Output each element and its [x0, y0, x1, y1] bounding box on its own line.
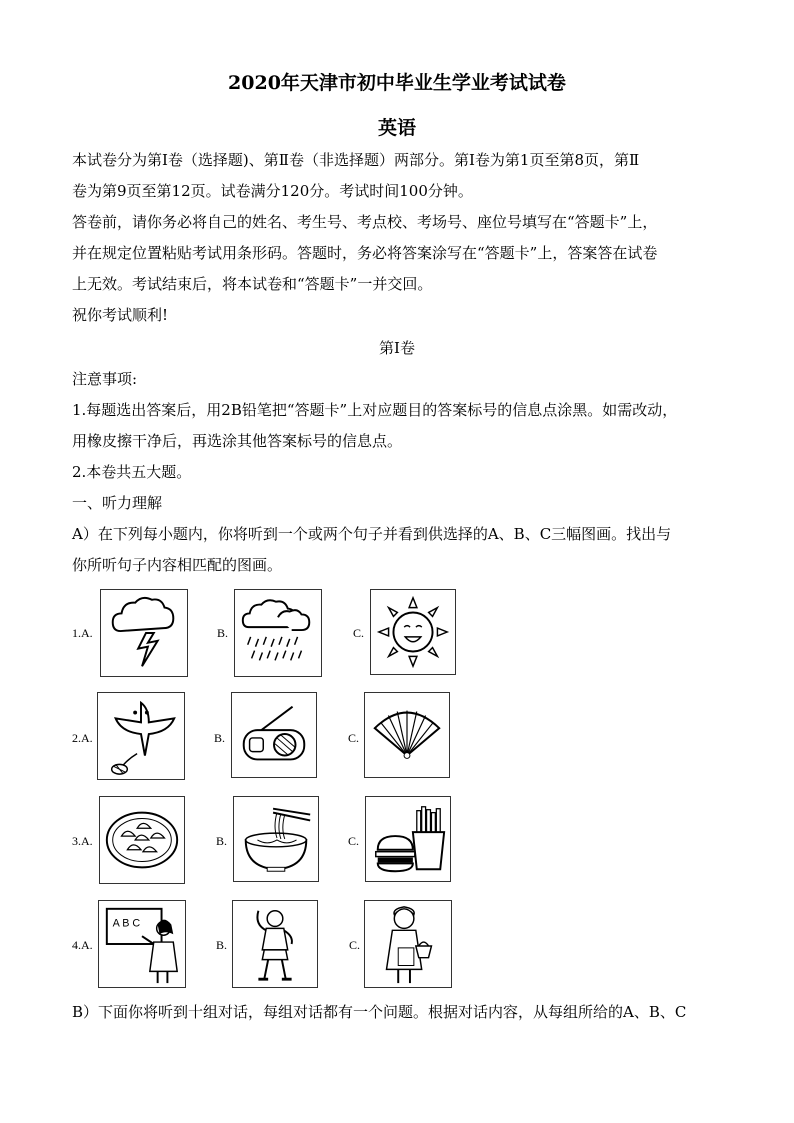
thunderstorm-icon: [100, 589, 188, 677]
dumplings-icon: [99, 796, 185, 884]
note-line: 用橡皮擦干净后，再选涂其他答案标号的信息点。: [72, 432, 403, 450]
intro-line: 答卷前，请你务必将自己的姓名、考生号、考点校、考场号、座位号填写在“答题卡”上，: [72, 213, 658, 231]
noodles-icon: [233, 796, 319, 882]
intro-line: 上无效。考试结束后，将本试卷和“答题卡”一并交回。: [72, 275, 433, 293]
intro-line: 并在规定位置粘贴考试用条形码。答题时，务必将答案涂写在“答题卡”上，答案答在试卷: [72, 244, 658, 262]
teacher-icon: [98, 900, 186, 988]
board-letters: A B C: [112, 917, 141, 930]
part-a-instruction: A）在下列每小题内，你将听到一个或两个句子并看到供选择的A、B、C三幅图画。找出与: [72, 525, 672, 543]
shopper-woman-icon: [364, 900, 452, 988]
notes-title: 注意事项:: [72, 370, 138, 388]
question-label: 1.A.: [72, 626, 93, 640]
question-label: 4.A.: [72, 938, 93, 952]
folding-fan-icon: [364, 692, 450, 778]
rain-cloud-icon: [234, 589, 322, 677]
exam-title: 2020年天津市初中毕业生学业考试试卷: [228, 72, 566, 94]
question-label: 3.A.: [72, 834, 93, 848]
sun-icon: [370, 589, 456, 675]
part-title: 一、听力理解: [72, 494, 163, 512]
note-line: 1.每题选出答案后，用2B铅笔把“答题卡”上对应题目的答案标号的信息点涂黑。如需改动，: [72, 401, 678, 419]
subject-title: 英语: [377, 117, 416, 139]
question-label: 2.A.: [72, 731, 93, 745]
option-label: B.: [217, 626, 229, 640]
intro-line: 卷为第9页至第12页。试卷满分120分。考试时间100分钟。: [72, 182, 473, 200]
burger-fries-icon: [365, 796, 451, 882]
option-label: B.: [214, 731, 226, 745]
kite-icon: [97, 692, 185, 780]
note-line: 2.本卷共五大题。: [72, 463, 192, 481]
option-label: C.: [348, 834, 360, 848]
option-label: C.: [348, 731, 360, 745]
option-label: B.: [216, 834, 228, 848]
option-label: C.: [353, 626, 365, 640]
intro-line: 祝你考试顺利!: [72, 306, 169, 324]
part-b-instruction: B）下面你将听到十组对话，每组对话都有一个问题。根据对话内容，从每组所给的A、B、C: [72, 1003, 687, 1021]
radio-icon: [231, 692, 317, 778]
part-a-instruction: 你所听句子内容相匹配的图画。: [72, 556, 283, 574]
option-label: B.: [216, 938, 228, 952]
option-label: C.: [349, 938, 361, 952]
section-heading: 第Ⅰ卷: [379, 339, 415, 357]
intro-line: 本试卷分为第Ⅰ卷（选择题)、第Ⅱ卷（非选择题）两部分。第Ⅰ卷为第1页至第8页，第Ⅱ: [72, 151, 640, 169]
exercising-man-icon: [232, 900, 318, 988]
